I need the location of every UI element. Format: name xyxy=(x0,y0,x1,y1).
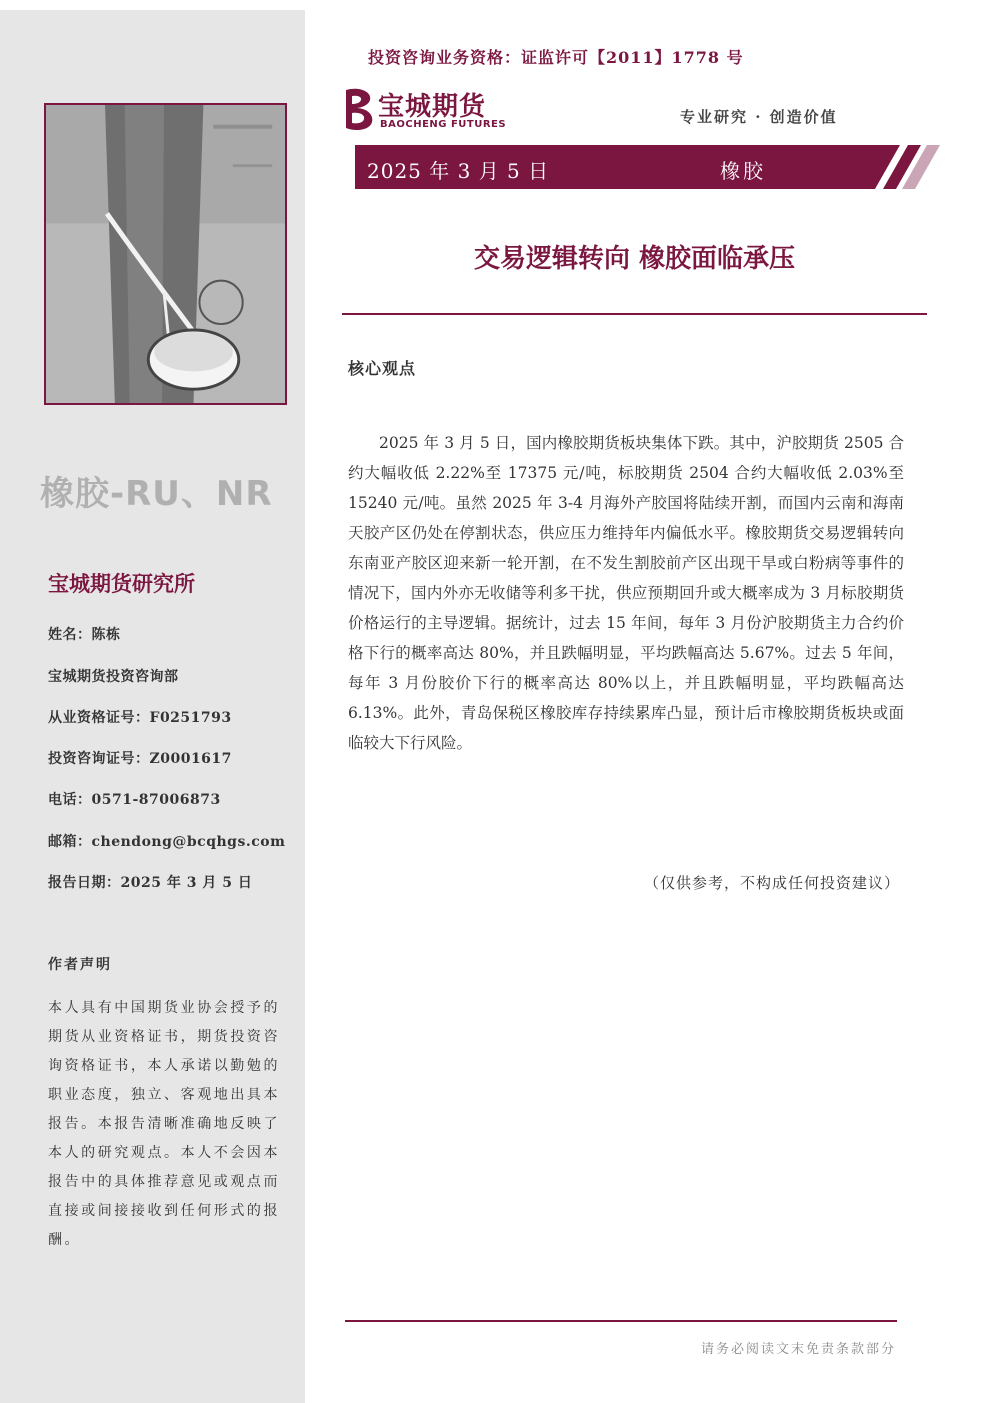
logo-mark-icon xyxy=(340,86,378,132)
date-category-banner xyxy=(355,145,940,189)
analyst-department: 宝城期货投资咨询部 xyxy=(48,669,179,685)
rubber-tree-photo xyxy=(44,103,287,405)
title-divider xyxy=(342,313,927,315)
footer-note: 请务必阅读文末免责条款部分 xyxy=(700,1342,896,1357)
license-line: 投资咨询业务资格：证监许可【2011】1778 号 xyxy=(368,48,744,67)
declaration-title: 作者声明 xyxy=(48,957,112,973)
phone: 电话：0571-87006873 xyxy=(48,792,221,808)
analyst-name: 姓名：陈栋 xyxy=(48,627,121,643)
core-view-paragraph: 2025 年 3 月 5 日，国内橡胶期货板块集体下跌。其中，沪胶期货 2505 合约大幅收低 2.22%至 17375 元/吨，标胶期货 2504 合约大幅收低 2.03%至 15240 元/吨。虽然 2025 年 3-4 月海外产胶国将陆续开割，而国内云南和海南天胶产区仍处在停割状态，供应压力维持年内偏低水平。橡胶期货交易逻辑转向东南亚产胶区迎来新一轮开割，在不发生割胶前产区出现干旱或白粉病等事件的情况下，国内外亦无收储等利多干扰，供应预期回升或大概率成为 3 月标胶期货价格运行的主导逻辑。据统计，过去 15 年间，每年 3 月份沪胶期货主力合约价格下行的概率高达 80%，并且跌幅明显，平均跌幅高达 5.67%。过去 5 年间，每年 3 月份胶价下行的概率高达 80%以上，并且跌幅明显，平均跌幅高达 6.13%。此外，青岛保税区橡胶库存持续累库凸显，预计后市橡胶期货板块或面临较大下行风险。 xyxy=(348,434,904,752)
footer-divider xyxy=(345,1320,897,1322)
logo-chinese-name: 宝城期货 xyxy=(378,92,487,122)
sidebar xyxy=(0,10,305,1403)
logo-english-name: BAOCHENG FUTURES xyxy=(380,119,507,130)
product-code: 橡胶-RU、NR xyxy=(40,474,273,514)
institute-name: 宝城期货研究所 xyxy=(48,572,195,596)
email: 邮箱：chendong@bcqhgs.com xyxy=(48,834,286,850)
banner-date: 2025 年 3 月 5 日 xyxy=(367,159,550,183)
slogan: 专业研究 · 创造价值 xyxy=(680,108,838,126)
company-logo xyxy=(340,86,520,136)
reference-disclaimer: （仅供参考，不构成任何投资建议） xyxy=(643,874,900,892)
declaration-body: 本人具有中国期货业协会授予的期货从业资格证书，期货投资咨询资格证书，本人承诺以勤勉的职业态度，独立、客观地出具本报告。本报告清晰准确地反映了本人的研究观点。本人不会因本报告中的具体推荐意见或观点而直接或间接接收到任何形式的报酬。 xyxy=(48,1000,280,1248)
consulting-cert-number: 投资咨询证号：Z0001617 xyxy=(48,751,232,767)
report-date: 报告日期：2025 年 3 月 5 日 xyxy=(48,875,253,891)
report-title: 交易逻辑转向 橡胶面临承压 xyxy=(473,244,796,274)
banner-category: 橡胶 xyxy=(720,159,766,183)
section-heading: 核心观点 xyxy=(348,359,417,378)
qualification-number: 从业资格证号：F0251793 xyxy=(48,710,232,726)
